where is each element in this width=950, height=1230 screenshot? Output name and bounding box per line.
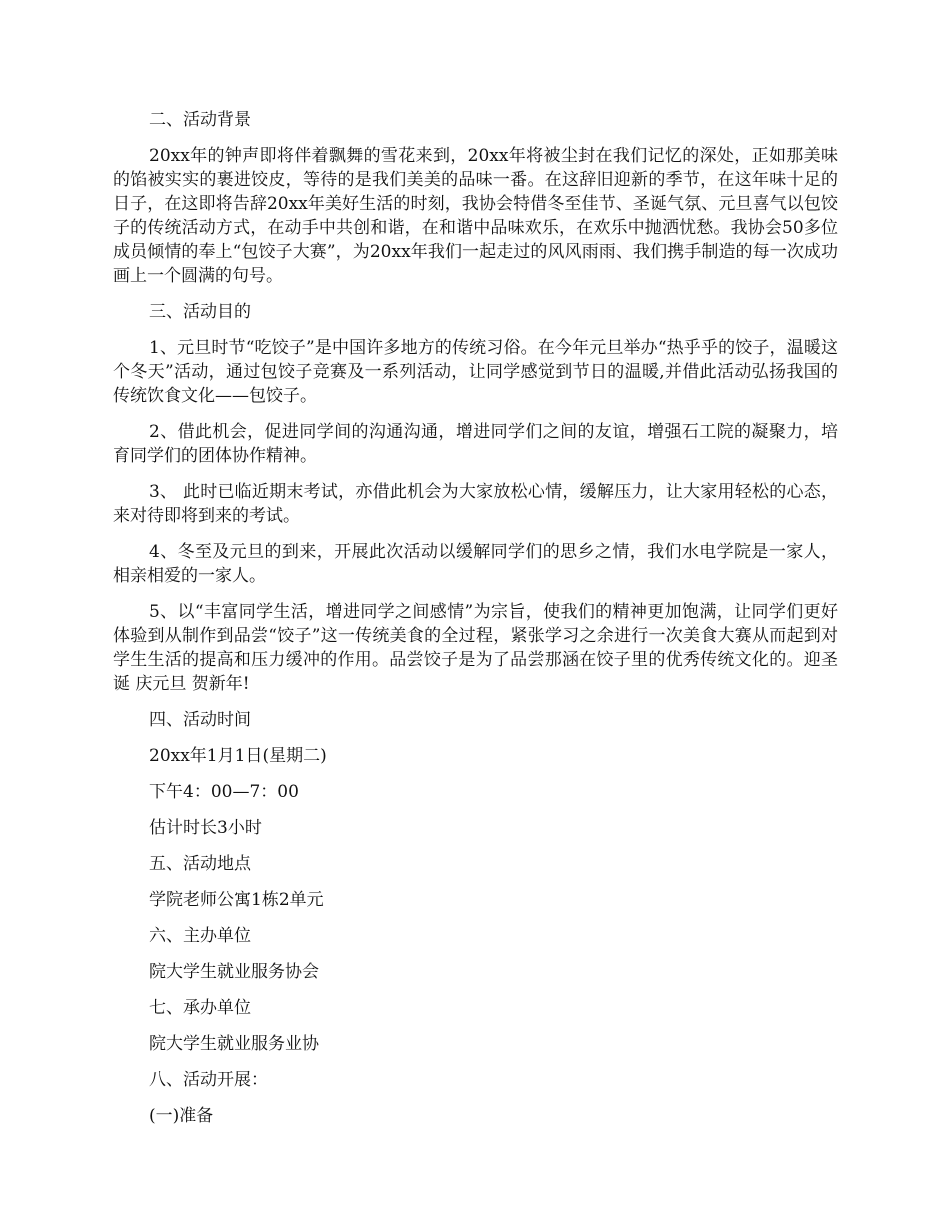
document-page xyxy=(113,108,838,1140)
organizer-organization: 院大学生就业服务业协 xyxy=(149,1034,319,1054)
purpose-item-4: 4、冬至及元旦的到来，开展此次活动以缓解同学们的思乡之情，我们水电学院是一家人，相亲相爱的一家人。 xyxy=(113,542,838,586)
activities-subheading-preparation: (一)准备 xyxy=(149,1106,214,1126)
purpose-item-3: 3、 此时已临近期末考试，亦借此机会为大家放松心情，缓解压力，让大家用轻松的心态，来对待即将到来的考试。 xyxy=(113,482,838,526)
section-heading-activities: 八、活动开展： xyxy=(149,1070,268,1090)
purpose-item-1: 1、元旦时节“吃饺子”是中国许多地方的传统习俗。在今年元旦举办“热乎乎的饺子，温暖这个冬天”活动，通过包饺子竞赛及一系列活动，让同学感觉到节日的温暖,并借此活动弘扬我国的传统饮食文化——包饺子。 xyxy=(113,338,838,406)
host-organization: 院大学生就业服务协会 xyxy=(149,962,319,982)
event-time: 下午4：00—7：00 xyxy=(149,782,299,802)
background-paragraph: 20xx年的钟声即将伴着飘舞的雪花来到，20xx年将被尘封在我们记忆的深处，正如那美味的馅被实实的裹进饺皮，等待的是我们美美的品味一番。在这辞旧迎新的季节，在这年味十足的日子，在这即将告辞20xx年美好生活的时刻，我协会特借冬至佳节、圣诞气氛、元旦喜气以包饺子的传统活动方式，在动手中共创和谐，在和谐中品味欢乐，在欢乐中抛洒忧愁。我协会50多位成员倾情的奉上“包饺子大赛”，为20xx年我们一起走过的风风雨雨、我们携手制造的每一次成功画上一个圆满的句号。 xyxy=(113,146,838,286)
section-heading-organizer: 七、承办单位 xyxy=(149,998,251,1018)
purpose-item-5: 5、以“丰富同学生活，增进同学之间感情”为宗旨，使我们的精神更加饱满，让同学们更好体验到从制作到品尝“饺子”这一传统美食的全过程，紧张学习之余进行一次美食大赛从而起到对学生生活的提高和压力缓冲的作用。品尝饺子是为了品尝那涵在饺子里的优秀传统文化的。迎圣诞 庆元旦 贺新年! xyxy=(113,602,838,694)
section-heading-time: 四、活动时间 xyxy=(149,710,251,730)
event-location: 学院老师公寓1栋2单元 xyxy=(149,890,324,910)
event-date: 20xx年1月1日(星期二) xyxy=(149,746,327,766)
section-heading-background: 二、活动背景 xyxy=(149,110,251,130)
section-heading-location: 五、活动地点 xyxy=(149,854,251,874)
section-heading-host: 六、主办单位 xyxy=(149,926,251,946)
purpose-item-2: 2、借此机会，促进同学间的沟通沟通，增进同学们之间的友谊，增强石工院的凝聚力，培育同学们的团体协作精神。 xyxy=(113,422,838,466)
section-heading-purpose: 三、活动目的 xyxy=(149,302,251,322)
event-duration: 估计时长3小时 xyxy=(149,818,262,838)
